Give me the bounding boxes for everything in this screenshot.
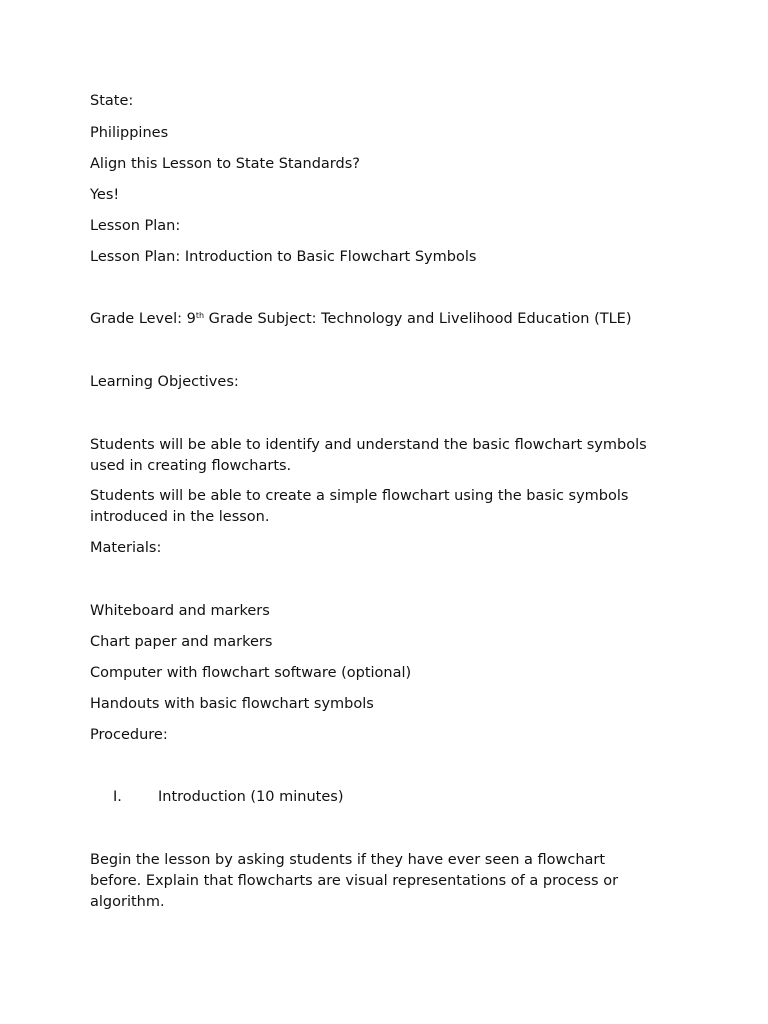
grade-ordinal-superscript: th [195, 311, 205, 320]
align-question: Align this Lesson to State Standards? [90, 156, 360, 172]
material-item: Computer with flowchart software (optional) [90, 665, 412, 681]
material-item: Chart paper and markers [90, 634, 273, 650]
align-answer: Yes! [90, 187, 120, 203]
intro-paragraph: Begin the lesson by asking students if they have ever seen a flowchart before. Explain that flowcharts are visual representations of a process or algorithm. [90, 852, 619, 910]
grade-subject-line [90, 309, 680, 330]
procedure-heading: Procedure: [90, 727, 168, 743]
objective-item: Students will be able to create a simple flowchart using the basic symbols introduced in the lesson. [90, 488, 629, 525]
section-numeral: I. [113, 789, 122, 805]
objective-item: Students will be able to identify and understand the basic flowchart symbols used in creating flowcharts. [90, 437, 647, 474]
lesson-plan-label: Lesson Plan: [90, 218, 181, 234]
materials-heading: Materials: [90, 540, 162, 556]
objectives-heading: Learning Objectives: [90, 374, 239, 390]
lesson-plan-title: Lesson Plan: Introduction to Basic Flowchart Symbols [90, 249, 477, 265]
grade-level-text: Grade Level: 9 [90, 311, 196, 327]
section-title: Introduction (10 minutes) [158, 789, 344, 805]
material-item: Whiteboard and markers [90, 603, 270, 619]
material-item: Handouts with basic flowchart symbols [90, 696, 374, 712]
state-value: Philippines [90, 125, 169, 141]
subject-text: Grade Subject: Technology and Livelihood Education (TLE) [204, 311, 632, 327]
state-label: State: [90, 93, 134, 109]
